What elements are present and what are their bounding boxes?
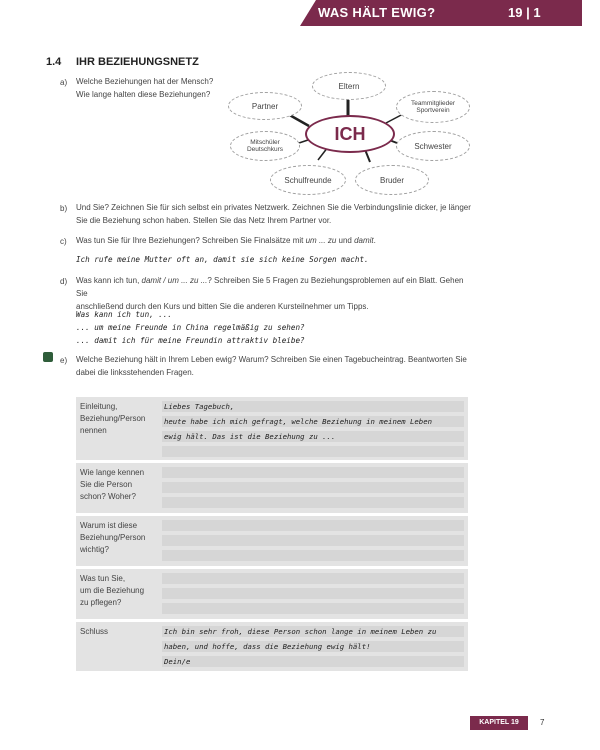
task-d-line2: anschließend durch den Kurs und bitten Sie die anderen Kursteilnehmer um Tipps. xyxy=(76,302,369,311)
row3-label-line3: wichtig? xyxy=(80,545,109,554)
task-d-post: ? Schreiben Sie 5 Fragen zu Beziehungsproblemen auf ein Blatt. Gehen Sie xyxy=(76,276,464,298)
row2-label-line1: Wie lange kennen xyxy=(80,468,145,477)
bubble-partner xyxy=(228,92,302,120)
task-d-label: d) xyxy=(60,277,68,286)
task-b-label: b) xyxy=(60,204,68,213)
writing-line[interactable] xyxy=(162,497,464,508)
table-row xyxy=(76,516,468,566)
writing-line[interactable]: heute habe ich mich gefragt, welche Beziehung in meinem Leben xyxy=(162,416,464,427)
task-e-label: e) xyxy=(60,356,68,365)
table-row xyxy=(76,463,468,513)
task-c-em1: um ... zu xyxy=(305,236,337,245)
bubble-team-line1: Teammitglieder xyxy=(410,100,456,107)
task-a-label: a) xyxy=(60,78,68,87)
task-c-post: . xyxy=(373,236,376,245)
row3-label-line1: Warum ist diese xyxy=(80,521,138,530)
task-d-hand3: ... damit ich für meine Freundin attraktiv bleibe? xyxy=(76,336,305,345)
row4-label-line3: zu pflegen? xyxy=(80,598,122,607)
writing-line[interactable] xyxy=(162,482,464,493)
writing-line[interactable] xyxy=(162,535,464,546)
task-c-mid: und xyxy=(336,236,355,245)
row-label-schluss xyxy=(76,622,156,671)
bubble-mit-line1: Mitschüler xyxy=(250,139,280,146)
writing-line[interactable]: Dein/e xyxy=(162,656,464,667)
task-c-em2: damit xyxy=(354,236,374,245)
bubble-schulfreunde xyxy=(270,165,346,195)
writing-line[interactable] xyxy=(162,550,464,561)
writing-line[interactable] xyxy=(162,446,464,457)
bubble-mit-line2: Deutschkurs xyxy=(246,146,284,153)
table-row xyxy=(76,397,468,460)
bubble-partner-label: Partner xyxy=(251,101,279,111)
task-b-line2: Sie die Beziehung schon haben. Stellen Sie das Netz Ihrem Partner vor. xyxy=(76,216,332,225)
writing-line[interactable] xyxy=(162,573,464,584)
task-d-hand2: ... um meine Freunde in China regelmäßig zu sehen? xyxy=(76,323,305,332)
bubble-ich xyxy=(305,115,395,153)
bubble-bruder-label: Bruder xyxy=(379,175,404,185)
task-a-line1: Welche Beziehungen hat der Mensch? xyxy=(76,77,214,86)
task-e-line1: Welche Beziehung hält in Ihrem Leben ewig? Warum? Schreiben Sie einen Tagebucheintrag. Beantworten Sie xyxy=(76,355,467,364)
header-page-number: 19 | 1 xyxy=(508,5,541,20)
row3-label-line2: Beziehung/Person xyxy=(80,533,146,542)
row1-label-line2: Beziehung/Person xyxy=(80,414,146,423)
section-title: IHR BEZIEHUNGSNETZ xyxy=(76,56,199,68)
row4-label-line1: Was tun Sie, xyxy=(80,574,126,583)
bubble-bruder xyxy=(355,165,429,195)
task-e-line2: dabei die linksstehenden Fragen. xyxy=(76,368,194,377)
task-c-text xyxy=(76,234,468,247)
row1-label-line1: Einleitung, xyxy=(80,402,118,411)
writing-icon xyxy=(43,352,53,362)
bubble-ich-label: ICH xyxy=(334,123,366,144)
writing-line[interactable]: haben, und hoffe, dass die Beziehung ewig hält! xyxy=(162,641,464,652)
writing-line[interactable] xyxy=(162,467,464,478)
table-row xyxy=(76,622,468,671)
bubble-teammitglieder xyxy=(396,91,470,123)
task-d-handwriting xyxy=(76,308,305,347)
task-d-em1: damit / um ... zu ... xyxy=(141,276,208,285)
row1-label-line3: nennen xyxy=(80,426,107,435)
task-a-line2: Wie lange halten diese Beziehungen? xyxy=(76,90,211,99)
section-number: 1.4 xyxy=(46,56,62,68)
task-c-pre: Was tun Sie für Ihre Beziehungen? Schreiben Sie Finalsätze mit xyxy=(76,236,306,245)
footer-chapter: KAPITEL 19 xyxy=(470,716,528,730)
task-c-handwriting: Ich rufe meine Mutter oft an, damit sie sich keine Sorgen macht. xyxy=(76,255,369,264)
writing-line[interactable] xyxy=(162,520,464,531)
writing-line[interactable]: Ich bin sehr froh, diese Person schon lange in meinem Leben zu xyxy=(162,626,464,637)
bubble-schwester xyxy=(396,131,470,161)
task-b-text xyxy=(76,201,476,227)
task-d-pre: Was kann ich tun, xyxy=(76,276,142,285)
task-e-text xyxy=(76,353,476,379)
header-title: WAS HÄLT EWIG? xyxy=(318,5,436,20)
row2-label-line2: Sie die Person xyxy=(80,480,133,489)
row-label-wie-lange xyxy=(76,463,156,513)
bubble-schulfreunde-label: Schulfreunde xyxy=(284,175,332,185)
task-b-line1: Und Sie? Zeichnen Sie für sich selbst ein privates Netzwerk. Zeichnen Sie die Verbindungslinie dicker, je länger xyxy=(76,203,471,212)
footer-page-number: 7 xyxy=(540,718,545,727)
task-c-label: c) xyxy=(60,237,67,246)
writing-line[interactable] xyxy=(162,603,464,614)
row4-label-line2: um die Beziehung xyxy=(80,586,145,595)
row2-label-line3: schon? Woher? xyxy=(80,492,136,501)
table-row xyxy=(76,569,468,619)
bubble-schwester-label: Schwester xyxy=(414,141,452,151)
row-label-einleitung xyxy=(76,397,156,460)
writing-line[interactable]: Liebes Tagebuch, xyxy=(162,401,464,412)
diary-table xyxy=(76,397,468,671)
writing-line[interactable] xyxy=(162,588,464,599)
bubble-team-line2: Sportverein xyxy=(416,107,450,114)
bubble-eltern xyxy=(312,72,386,100)
row-label-warum xyxy=(76,516,156,566)
writing-line[interactable]: ewig hält. Das ist die Beziehung zu ... xyxy=(162,431,464,442)
bubble-mitschueler xyxy=(230,131,300,161)
row5-label-line1: Schluss xyxy=(80,627,109,636)
bubble-eltern-label: Eltern xyxy=(338,81,360,91)
row-label-was-tun xyxy=(76,569,156,619)
task-d-hand1: Was kann ich tun, ... xyxy=(76,310,173,319)
